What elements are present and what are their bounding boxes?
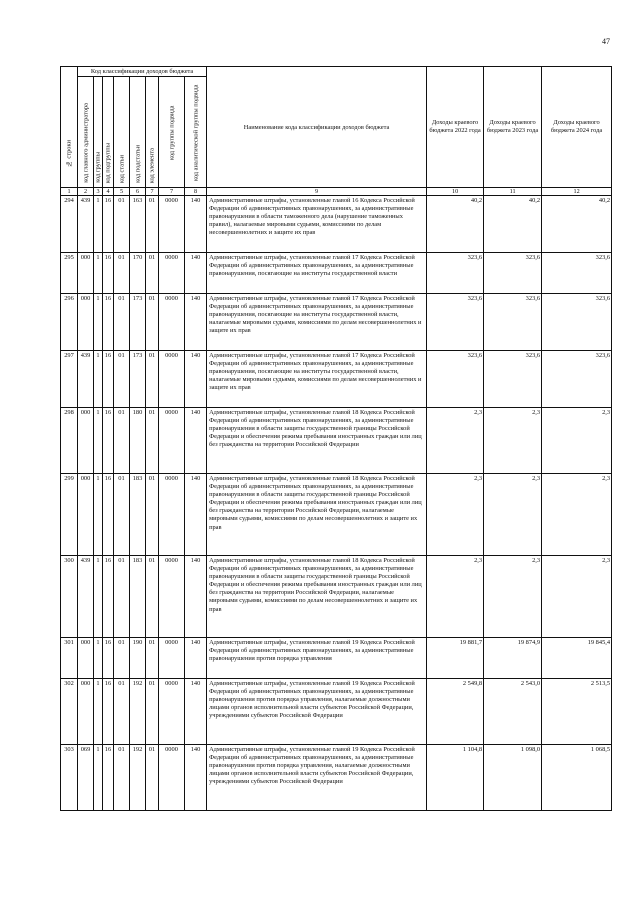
header-code-article: код статьи	[114, 77, 130, 188]
amount-2023-cell: 323,6	[484, 351, 542, 408]
code-article-cell: 01	[114, 638, 130, 679]
table-row	[61, 474, 612, 556]
amount-2024-cell: 2,3	[542, 408, 612, 474]
code-subtype-group-cell: 0000	[159, 556, 185, 638]
column-number: 6	[130, 188, 146, 196]
header-code-admin: код главного администратора	[78, 77, 94, 188]
column-number: 5	[114, 188, 130, 196]
name-cell: Административные штрафы, установленные главой 18 Кодекса Российской Федерации об административных правонарушениях, за административные правонарушения в области защиты государственной границы Российской Федерации и обеспечения режима пребывания иностранных граждан или лиц без гражданства на территории Российской Федерации	[207, 408, 427, 474]
code-group-cell: 1	[94, 556, 103, 638]
code-element-cell: 01	[146, 638, 159, 679]
code-subgroup-cell: 16	[103, 253, 114, 294]
amount-2024-cell: 19 845,4	[542, 638, 612, 679]
amount-2023-cell: 2,3	[484, 556, 542, 638]
table-header	[61, 67, 612, 196]
amount-2022-cell: 323,6	[427, 253, 484, 294]
name-cell: Административные штрафы, установленные главой 17 Кодекса Российской Федерации об административных правонарушениях, за административные правонарушения, посягающие на институты государственной власти, налагаемые мировыми судьями, комиссиями по делам несовершеннолетних и защите их прав	[207, 294, 427, 351]
code-admin-cell: 000	[78, 294, 94, 351]
code-subgroup-cell: 16	[103, 638, 114, 679]
row-number-cell: 297	[61, 351, 78, 408]
amount-2023-cell: 40,2	[484, 196, 542, 253]
code-subarticle-cell: 170	[130, 253, 146, 294]
code-article-cell: 01	[114, 408, 130, 474]
header-income-2022: Доходы краевого бюджета 2022 года	[427, 67, 484, 188]
column-number: 1	[61, 188, 78, 196]
code-subgroup-cell: 16	[103, 294, 114, 351]
amount-2024-cell: 2,3	[542, 474, 612, 556]
header-code-element: код элемента	[146, 77, 159, 188]
code-admin-cell: 439	[78, 196, 94, 253]
table-row	[61, 196, 612, 253]
code-analytic-group-cell: 140	[185, 474, 207, 556]
code-article-cell: 01	[114, 556, 130, 638]
code-group-cell: 1	[94, 294, 103, 351]
amount-2022-cell: 2,3	[427, 408, 484, 474]
header-classification-group: Код классификации доходов бюджета	[78, 67, 207, 77]
code-analytic-group-cell: 140	[185, 679, 207, 745]
amount-2022-cell: 2,3	[427, 556, 484, 638]
code-admin-cell: 000	[78, 253, 94, 294]
code-analytic-group-cell: 140	[185, 745, 207, 811]
table-row	[61, 351, 612, 408]
header-code-subarticle: код подстатьи	[130, 77, 146, 188]
code-subarticle-cell: 173	[130, 294, 146, 351]
amount-2022-cell: 323,6	[427, 294, 484, 351]
amount-2022-cell: 1 104,8	[427, 745, 484, 811]
table-row	[61, 745, 612, 811]
code-subarticle-cell: 180	[130, 408, 146, 474]
code-article-cell: 01	[114, 679, 130, 745]
amount-2024-cell: 323,6	[542, 294, 612, 351]
code-admin-cell: 000	[78, 474, 94, 556]
amount-2022-cell: 323,6	[427, 351, 484, 408]
code-subgroup-cell: 16	[103, 351, 114, 408]
row-number-cell: 298	[61, 408, 78, 474]
name-cell: Административные штрафы, установленные главой 19 Кодекса Российской Федерации об административных правонарушениях, за административные правонарушения против порядка управления	[207, 638, 427, 679]
code-subtype-group-cell: 0000	[159, 253, 185, 294]
code-group-cell: 1	[94, 196, 103, 253]
code-element-cell: 01	[146, 556, 159, 638]
code-subarticle-cell: 173	[130, 351, 146, 408]
code-element-cell: 01	[146, 408, 159, 474]
code-element-cell: 01	[146, 196, 159, 253]
column-number: 7	[146, 188, 159, 196]
table-row	[61, 408, 612, 474]
amount-2023-cell: 2 543,0	[484, 679, 542, 745]
code-group-cell: 1	[94, 351, 103, 408]
amount-2023-cell: 1 098,0	[484, 745, 542, 811]
code-subgroup-cell: 16	[103, 556, 114, 638]
code-subtype-group-cell: 0000	[159, 196, 185, 253]
code-subgroup-cell: 16	[103, 196, 114, 253]
code-subarticle-cell: 183	[130, 474, 146, 556]
code-subarticle-cell: 163	[130, 196, 146, 253]
table-row	[61, 253, 612, 294]
column-number: 3	[94, 188, 103, 196]
code-element-cell: 01	[146, 679, 159, 745]
code-subgroup-cell: 16	[103, 679, 114, 745]
column-number: 10	[427, 188, 484, 196]
code-subgroup-cell: 16	[103, 408, 114, 474]
row-number-cell: 301	[61, 638, 78, 679]
revenue-classification-table	[60, 66, 612, 811]
code-element-cell: 01	[146, 294, 159, 351]
row-number-cell: 295	[61, 253, 78, 294]
amount-2024-cell: 323,6	[542, 253, 612, 294]
header-code-subgroup: код подгруппы	[103, 77, 114, 188]
column-number: 2	[78, 188, 94, 196]
code-element-cell: 01	[146, 351, 159, 408]
code-article-cell: 01	[114, 745, 130, 811]
code-analytic-group-cell: 140	[185, 351, 207, 408]
table-row	[61, 679, 612, 745]
amount-2023-cell: 323,6	[484, 294, 542, 351]
column-number: 8	[185, 188, 207, 196]
amount-2022-cell: 2 549,8	[427, 679, 484, 745]
name-cell: Административные штрафы, установленные главой 19 Кодекса Российской Федерации об административных правонарушениях, за административные правонарушения против порядка управления, налагаемые должностными лицами органов исполнительной власти субъектов Российской Федерации, учреждениями субъектов Российской Федерации	[207, 745, 427, 811]
code-article-cell: 01	[114, 474, 130, 556]
column-number: 7	[159, 188, 185, 196]
code-subarticle-cell: 192	[130, 679, 146, 745]
amount-2024-cell: 323,6	[542, 351, 612, 408]
row-number-cell: 302	[61, 679, 78, 745]
amount-2023-cell: 2,3	[484, 474, 542, 556]
code-subtype-group-cell: 0000	[159, 351, 185, 408]
amount-2023-cell: 2,3	[484, 408, 542, 474]
code-analytic-group-cell: 140	[185, 408, 207, 474]
code-element-cell: 01	[146, 745, 159, 811]
row-number-cell: 303	[61, 745, 78, 811]
code-admin-cell: 069	[78, 745, 94, 811]
amount-2022-cell: 40,2	[427, 196, 484, 253]
code-group-cell: 1	[94, 253, 103, 294]
name-cell: Административные штрафы, установленные главой 16 Кодекса Российской Федерации об административных правонарушениях, за административные правонарушения в области таможенного дела (нарушение таможенных правил), налагаемые мировыми судьями, комиссиями по делам несовершеннолетних и защите их прав	[207, 196, 427, 253]
code-admin-cell: 000	[78, 679, 94, 745]
amount-2024-cell: 40,2	[542, 196, 612, 253]
name-cell: Административные штрафы, установленные главой 17 Кодекса Российской Федерации об административных правонарушениях, за административные правонарушения, посягающие на институты государственной власти	[207, 253, 427, 294]
amount-2024-cell: 1 068,5	[542, 745, 612, 811]
code-group-cell: 1	[94, 679, 103, 745]
row-number-cell: 300	[61, 556, 78, 638]
amount-2022-cell: 19 881,7	[427, 638, 484, 679]
name-cell: Административные штрафы, установленные главой 18 Кодекса Российской Федерации об административных правонарушениях, за административные правонарушения в области защиты государственной границы Российской Федерации и обеспечения режима пребывания иностранных граждан или лиц без гражданства на территории Российской Федерации, налагаемые мировыми судьями, комиссиями по делам несовершеннолетних и защите их прав	[207, 474, 427, 556]
code-subtype-group-cell: 0000	[159, 474, 185, 556]
table-body	[61, 196, 612, 811]
code-analytic-group-cell: 140	[185, 253, 207, 294]
amount-2024-cell: 2,3	[542, 556, 612, 638]
column-number: 11	[484, 188, 542, 196]
name-cell: Административные штрафы, установленные главой 19 Кодекса Российской Федерации об административных правонарушениях, за административные правонарушения против порядка управления, налагаемые должностными лицами органов исполнительной власти субъектов Российской Федерации, учреждениями субъектов Российской Федерации	[207, 679, 427, 745]
code-subtype-group-cell: 0000	[159, 408, 185, 474]
code-group-cell: 1	[94, 408, 103, 474]
column-number: 4	[103, 188, 114, 196]
code-subtype-group-cell: 0000	[159, 679, 185, 745]
column-number: 12	[542, 188, 612, 196]
row-number-cell: 296	[61, 294, 78, 351]
code-article-cell: 01	[114, 253, 130, 294]
code-subarticle-cell: 183	[130, 556, 146, 638]
code-subtype-group-cell: 0000	[159, 638, 185, 679]
code-analytic-group-cell: 140	[185, 556, 207, 638]
header-code-subtype-group: код группы подвида	[159, 77, 185, 188]
code-subarticle-cell: 192	[130, 745, 146, 811]
code-element-cell: 01	[146, 253, 159, 294]
header-code-group: код группы	[94, 77, 103, 188]
code-element-cell: 01	[146, 474, 159, 556]
code-analytic-group-cell: 140	[185, 196, 207, 253]
amount-2022-cell: 2,3	[427, 474, 484, 556]
header-name-column: Наименование кода классификации доходов бюджета	[207, 67, 427, 188]
code-group-cell: 1	[94, 745, 103, 811]
code-subarticle-cell: 190	[130, 638, 146, 679]
code-subgroup-cell: 16	[103, 474, 114, 556]
table-row	[61, 638, 612, 679]
amount-2023-cell: 323,6	[484, 253, 542, 294]
code-article-cell: 01	[114, 351, 130, 408]
amount-2024-cell: 2 513,5	[542, 679, 612, 745]
name-cell: Административные штрафы, установленные главой 18 Кодекса Российской Федерации об административных правонарушениях, за административные правонарушения в области защиты государственной границы Российской Федерации и обеспечения режима пребывания иностранных граждан или лиц без гражданства на территории Российской Федерации, налагаемые мировыми судьями, комиссиями по делам несовершеннолетних и защите их прав	[207, 556, 427, 638]
page-number: 47	[602, 37, 610, 46]
table-row	[61, 294, 612, 351]
code-group-cell: 1	[94, 474, 103, 556]
row-number-cell: 299	[61, 474, 78, 556]
code-subgroup-cell: 16	[103, 745, 114, 811]
code-admin-cell: 439	[78, 351, 94, 408]
header-income-2023: Доходы краевого бюджета 2023 года	[484, 67, 542, 188]
table-row	[61, 556, 612, 638]
name-cell: Административные штрафы, установленные главой 17 Кодекса Российской Федерации об административных правонарушениях, за административные правонарушения, посягающие на институты государственной власти, налагаемые мировыми судьями, комиссиями по делам несовершеннолетних и защите их прав	[207, 351, 427, 408]
code-analytic-group-cell: 140	[185, 638, 207, 679]
header-income-2024: Доходы краевого бюджета 2024 года	[542, 67, 612, 188]
code-admin-cell: 000	[78, 638, 94, 679]
code-subtype-group-cell: 0000	[159, 294, 185, 351]
amount-2023-cell: 19 874,9	[484, 638, 542, 679]
code-analytic-group-cell: 140	[185, 294, 207, 351]
header-code-analytic-group: код аналитической группы подвида	[185, 77, 207, 188]
code-admin-cell: 439	[78, 556, 94, 638]
code-admin-cell: 000	[78, 408, 94, 474]
header-row-number: № строки	[61, 67, 78, 188]
code-subtype-group-cell: 0000	[159, 745, 185, 811]
row-number-cell: 294	[61, 196, 78, 253]
header-column-numbers	[61, 188, 612, 196]
code-group-cell: 1	[94, 638, 103, 679]
column-number: 9	[207, 188, 427, 196]
code-article-cell: 01	[114, 294, 130, 351]
code-article-cell: 01	[114, 196, 130, 253]
